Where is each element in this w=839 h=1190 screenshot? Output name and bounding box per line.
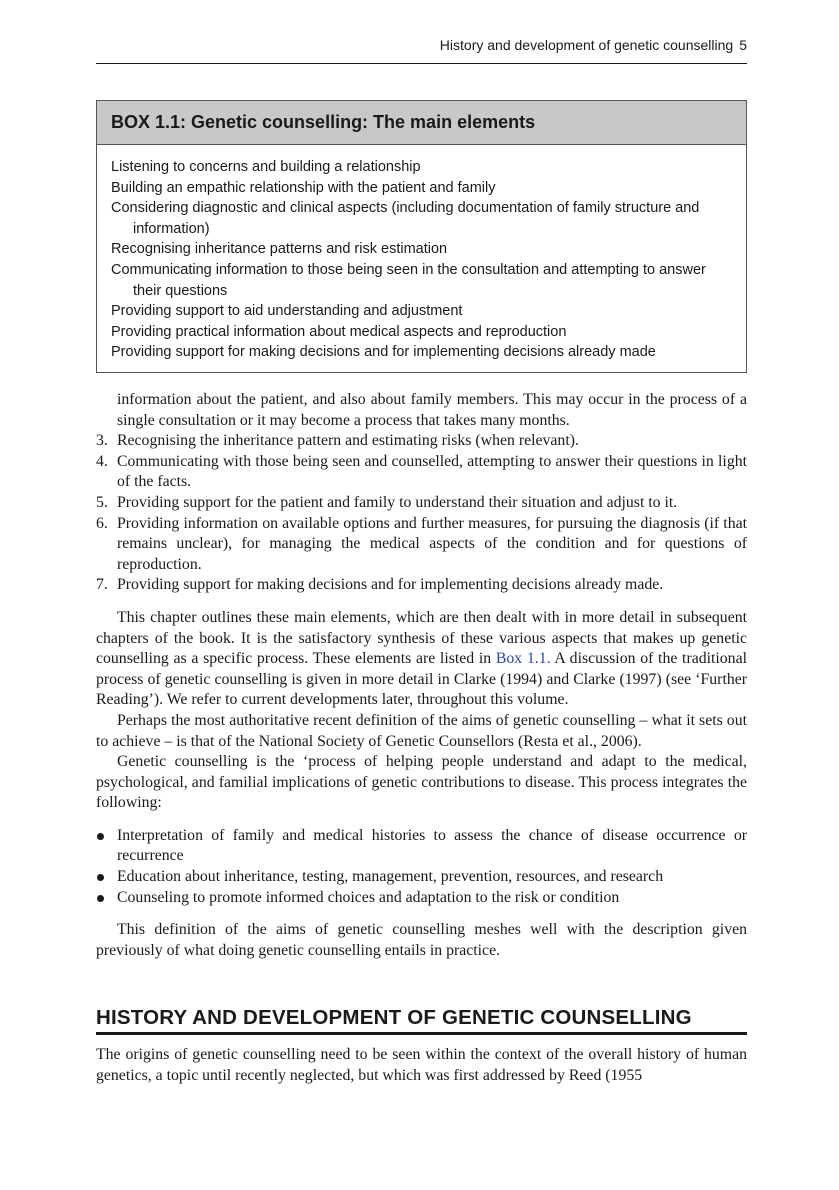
numbered-item [96,575,747,596]
bullet-text: Counseling to promote informed choices and adaptation to the risk or condition [117,888,620,906]
box-item: Providing support for making decisions and for implementing decisions already made [111,344,656,361]
box-item: Listening to concerns and building a relationship [111,159,421,175]
bullet-item [96,826,747,867]
spacer [96,908,747,920]
item-text: Providing support for making decisions and for implementing decisions already made. [117,576,664,594]
box-item: Providing support to aid understanding and adjustment [111,303,463,320]
spacer [96,596,747,608]
item-text: Providing information on available options and further measures, for pursuing the diagnosis (if that remains unclear), for managing the medical aspects of the condition and for questions of reproduction. [117,514,747,573]
item-text: Recognising the inheritance pattern and estimating risks (when relevant). [117,432,579,450]
numbered-item [96,493,747,514]
item-number: 3. [96,432,108,450]
item-number: 7. [96,576,108,594]
box-1-1-link[interactable]: Box 1.1. [495,650,551,668]
section-heading: HISTORY AND DEVELOPMENT OF GENETIC COUNSELLING [96,1008,747,1035]
paragraph [96,608,747,711]
box-item: Recognising inheritance patterns and risk estimation [111,241,448,258]
item-text: Providing support for the patient and family to understand their situation and adjust to it. [117,493,678,511]
paragraph-text: This chapter outlines these main elements, which are then dealt with in more detail in subsequent chapters of the book. It is the satisfactory synthesis of these various aspects that makes up genetic counselling as a specific process. These elements are listed in [96,608,747,668]
bullet-list [96,826,747,908]
item-number: 6. [96,514,108,532]
box-items [97,145,746,363]
spacer [96,961,747,991]
numbered-item [96,452,747,493]
bullet-item [96,888,747,909]
bullet-icon [97,874,104,881]
box-title: BOX 1.1: Genetic counselling: The main elements [97,101,746,145]
numbered-list [96,431,747,596]
bullet-text: Education about inheritance, testing, management, prevention, resources, and research [117,868,664,886]
bullet-text: Interpretation of family and medical histories to assess the chance of disease occurrence or recurrence [117,826,747,865]
box-item: Providing practical information about medical aspects and reproduction [111,323,567,340]
numbered-item [96,431,747,452]
paragraph: This definition of the aims of genetic counselling meshes well with the description given previously of what doing genetic counselling entails in practice. [96,921,747,959]
spacer [96,814,747,826]
paragraph-text: A discussion of the traditional process of genetic counselling is given in more detail in Clarke (1994) and Clarke (1997) (see ‘Further Reading’). We refer to current developments later, throughout this volume. [96,650,747,709]
paragraph: The origins of genetic counselling need to be seen within the context of the overall history of human genetics, a topic until recently neglected, but which was first addressed by Reed (1955 [96,1046,747,1084]
box-item: Building an empathic relationship with the patient and family [111,179,496,196]
box-item: Considering diagnostic and clinical aspects (including documentation of family structure and information) [111,200,700,237]
bullet-item [96,867,747,888]
body-text [96,390,747,1086]
bullet-icon [97,895,104,902]
numbered-item [96,514,747,576]
running-head [96,37,747,59]
list-continuation: information about the patient, and also about family members. This may occur in the process of a single consultation or it may become a process that takes many months. [117,391,747,429]
paragraph: Perhaps the most authoritative recent definition of the aims of genetic counselling – what it sets out to achieve – is that of the National Society of Genetic Counsellors (Resta et al., 2006). [96,711,747,750]
item-text: Communicating with those being seen and counselled, attempting to answer their questions in light of the facts. [117,452,747,491]
item-number: 4. [96,452,108,470]
box-1-1 [96,100,747,373]
running-head-title: History and development of genetic counselling [439,37,734,53]
page-number: 5 [739,37,747,53]
bullet-icon [97,833,104,840]
header-rule [96,63,747,64]
paragraph: Genetic counselling is the ‘process of helping people understand and adapt to the medical, psychological, and familial implications of genetic contributions to disease. This process integrates the following: [96,753,747,812]
box-item: Communicating information to those being seen in the consultation and attempting to answer their questions [111,261,706,299]
item-number: 5. [96,493,108,511]
